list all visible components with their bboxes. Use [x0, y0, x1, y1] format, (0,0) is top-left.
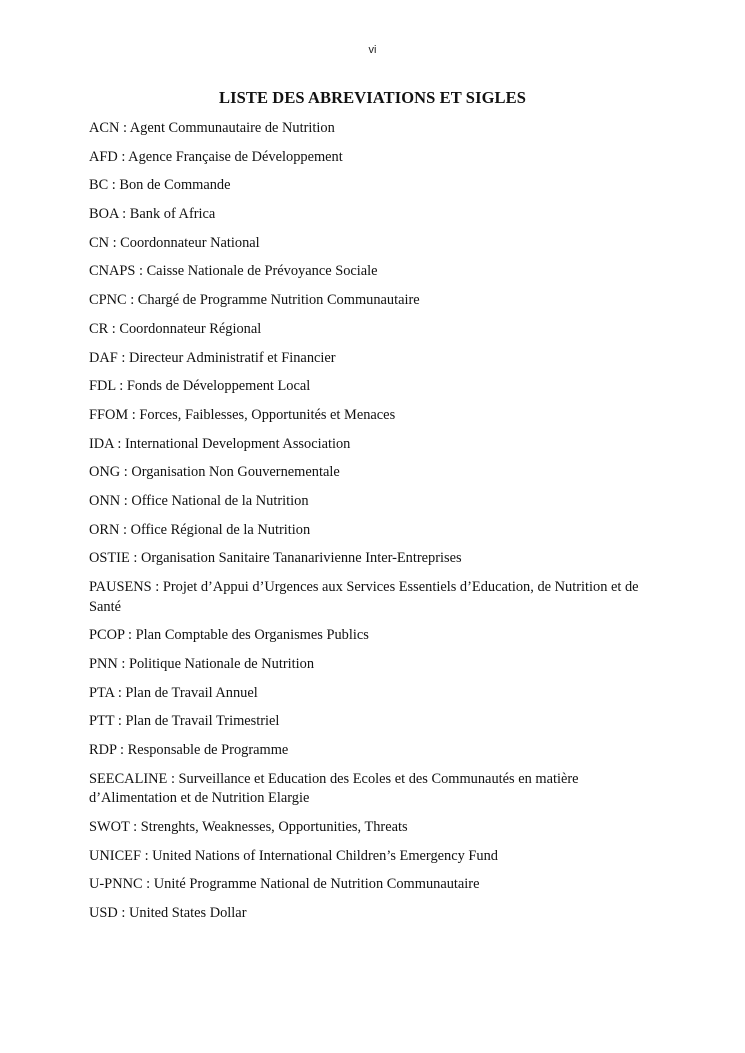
abbreviation-entry: PNN : Politique Nationale de Nutrition [89, 655, 315, 672]
abbreviation-list [89, 119, 669, 933]
abbreviation-entry: BOA : Bank of Africa [89, 206, 216, 223]
abbreviation-entry: SEECALINE : Surveillance et Education des Ecoles et des Communautés en matière d’Alimentation et de Nutrition Elargie [89, 770, 579, 807]
abbreviation-entry: PTT : Plan de Travail Trimestriel [89, 713, 280, 730]
abbreviation-entry: RDP : Responsable de Programme [89, 741, 289, 758]
abbreviation-entry: FFOM : Forces, Faiblesses, Opportunités et Menaces [89, 406, 396, 423]
abbreviation-entry: U-PNNC : Unité Programme National de Nutrition Communautaire [89, 876, 480, 893]
abbreviation-entry: PCOP : Plan Comptable des Organismes Publics [89, 627, 369, 644]
abbreviation-entry: OSTIE : Organisation Sanitaire Tananarivienne Inter-Entreprises [89, 550, 462, 567]
abbreviation-entry: ORN : Office Régional de la Nutrition [89, 521, 311, 538]
abbreviation-entry: CNAPS : Caisse Nationale de Prévoyance Sociale [89, 263, 378, 280]
abbreviation-entry: AFD : Agence Française de Développement [89, 148, 343, 165]
abbreviation-entry: IDA : International Development Association [89, 435, 351, 452]
abbreviation-entry: ONG : Organisation Non Gouvernementale [89, 464, 340, 481]
abbreviation-entry: USD : United States Dollar [89, 904, 247, 921]
abbreviation-entry: ACN : Agent Communautaire de Nutrition [89, 120, 335, 136]
abbreviation-entry: ONN : Office National de la Nutrition [89, 492, 309, 509]
abbreviation-entry: DAF : Directeur Administratif et Financier [89, 349, 336, 366]
abbreviation-entry: CN : Coordonnateur National [89, 234, 260, 251]
abbreviation-entry: PTA : Plan de Travail Annuel [89, 684, 258, 701]
abbreviation-entry: UNICEF : United Nations of International Children’s Emergency Fund [89, 847, 499, 864]
abbreviation-entry: BC : Bon de Commande [89, 177, 231, 194]
abbreviation-entry: FDL : Fonds de Développement Local [89, 378, 311, 395]
page-number: vi [368, 44, 377, 56]
abbreviation-entry: SWOT : Strenghts, Weaknesses, Opportunities, Threats [89, 818, 408, 835]
abbreviation-entry: CR : Coordonnateur Régional [89, 320, 262, 337]
page-title: LISTE DES ABREVIATIONS ET SIGLES [218, 88, 527, 107]
abbreviation-entry: PAUSENS : Projet d’Appui d’Urgences aux Services Essentiels d’Education, de Nutrition et de Santé [89, 579, 639, 615]
abbreviation-entry: CPNC : Chargé de Programme Nutrition Communautaire [89, 292, 420, 309]
